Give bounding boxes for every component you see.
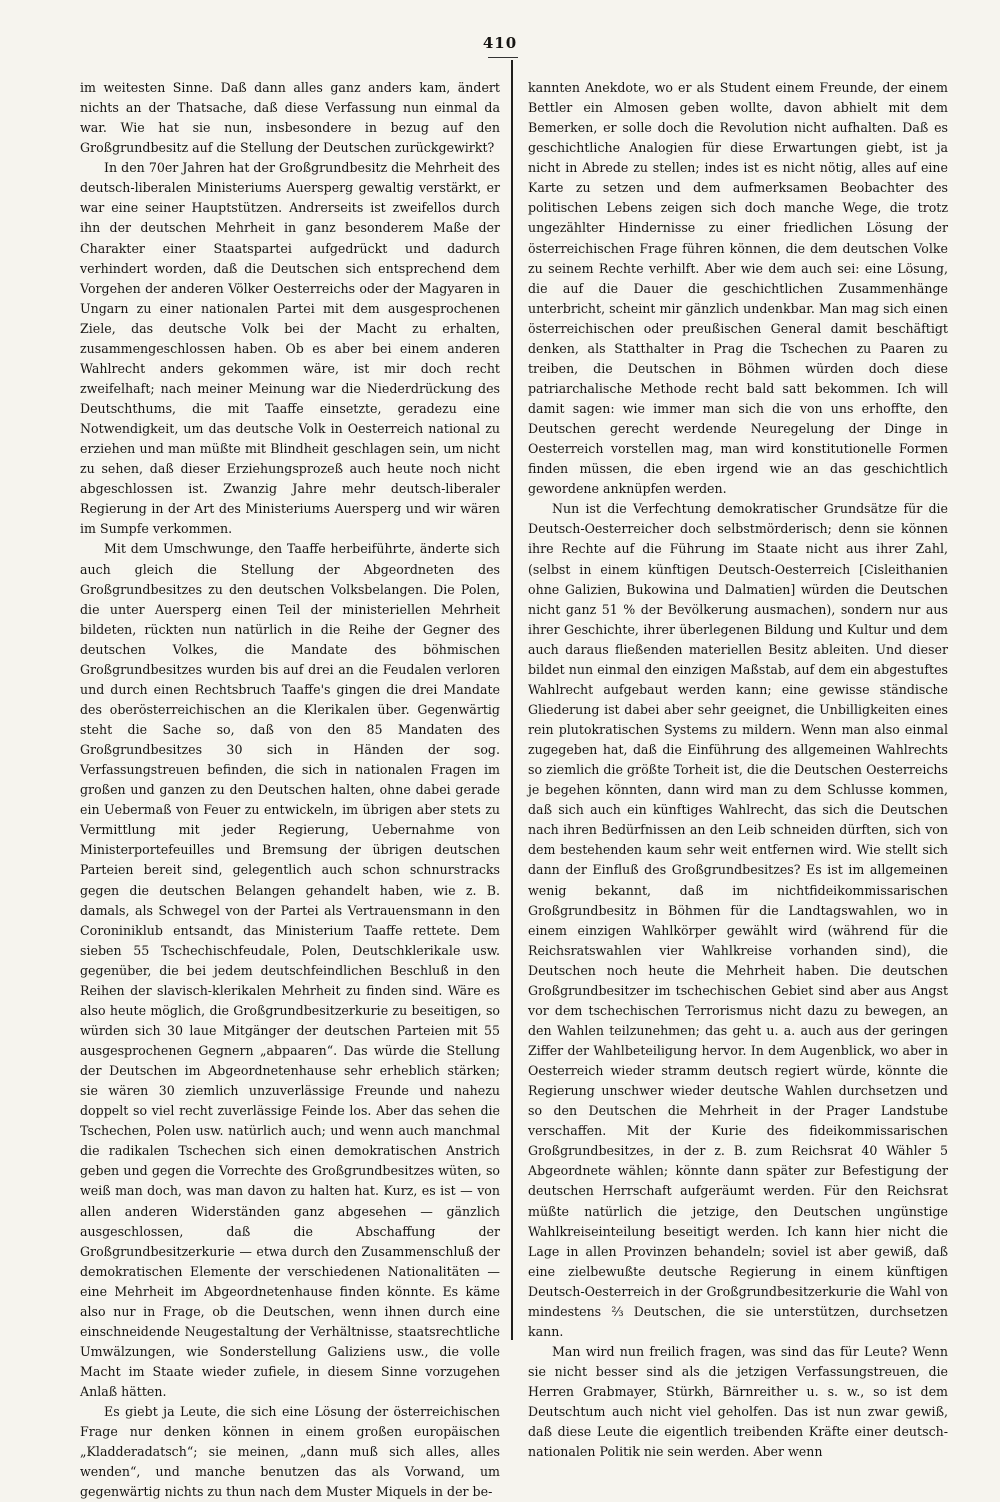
page-number-underline [488, 57, 518, 58]
paragraph: In den 70er Jahren hat der Großgrundbesitz die Mehrheit des deutsch-liberalen Ministeriums Auersperg gewaltig verstärkt, er war eine seiner Hauptstützen. Andrerseits ist zweifellos durch ihn der deutschen Mehrheit in ganz besonderem Maße der Charakter einer Staatspartei aufgedrückt und dadurch verhindert worden, daß die Deutschen sich entsprechend dem Vorgehen der anderen Völker Oesterreichs oder der Magyaren in Ungarn zu einer nationalen Partei mit dem ausgesprochenen Ziele, das deutsche Volk bei der Macht zu erhalten, zusammengeschlossen haben. Ob es aber bei einem anderen Wahlrecht anders gekommen wäre, ist mir doch recht zweifelhaft; nach meiner Meinung war die Niederdrückung des Deutschthums, die mit Taaffe einsetzte, geradezu eine Notwendigkeit, um das deutsche Volk in Oesterreich national zu erziehen und man müßte mit Blindheit geschlagen sein, um nicht zu sehen, daß dieser Erziehungsprozeß auch heute noch nicht abgeschlossen ist. Zwanzig Jahre mehr deutsch-liberaler Regierung in der Art des Ministeriums Auersperg und wir wären im Sumpfe verkommen. [80, 160, 500, 537]
paragraph: Man wird nun freilich fragen, was sind das für Leute? Wenn sie nicht besser sind als die jetzigen Verfassungstreuen, die Herren Grabmayer, Stürkh, Bärnreither u. s. w., so ist dem Deutschtum auch nicht viel geholfen. Das ist nun zwar gewiß, daß diese Leute die eigentlich treibenden Kräfte einer deutsch-nationalen Politik nie sein werden. Aber wenn [528, 1343, 948, 1460]
left-column [80, 78, 500, 1500]
paragraph: kannten Anekdote, wo er als Student einem Freunde, der einem Bettler ein Almosen geben wollte, davon abhielt mit dem Bemerken, er solle doch die Revolution nicht aufhalten. Daß es geschichtliche Analogien für diese Erwartungen giebt, ist ja nicht in Abrede zu stellen; indes ist es nicht nötig, alles auf eine Karte zu setzen und dem aufmerksamen Beobachter des politischen Lebens zeigen sich doch manche Wege, die trotz ungezählter Hindernisse zu einer friedlichen Lösung der österreichischen Frage führen können, die dem deutschen Volke zu seinem Rechte verhilft. Aber wie dem auch sei: eine Lösung, die auf die Dauer die geschichtlichen Zusammenhänge unterbricht, scheint mir gänzlich undenkbar. Man mag sich einen österreichischen oder preußischen General damit beschäftigt denken, als Statthalter in Prag die Tschechen zu Paaren zu treiben, die Deutschen in Böhmen würden doch diese patriarchalische Methode recht bald satt bekommen. Ich will damit sagen: wie immer man sich die von uns erhoffte, den Deutschen gerecht werdende Neuregelung der Dinge in Oesterreich vorstellen mag, man wird konstitutionelle Formen finden müssen, die eben irgend wie an das geschichtlich gewordene anknüpfen werden. [528, 80, 948, 497]
right-column [528, 78, 948, 1460]
paragraph: Nun ist die Verfechtung demokratischer Grundsätze für die Deutsch-Oesterreicher doch selbstmörderisch; denn sie können ihre Rechte auf die Führung im Staate nicht aus ihrer Zahl, (selbst in einem künftigen Deutsch-Oesterreich [Cisleithanien ohne Galizien, Bukowina und Dalmatien] würden die Deutschen nicht ganz 51 % der Bevölkerung ausmachen), sondern nur aus ihrer Geschichte, ihrer überlegenen Bildung und Kultur und dem auch daraus fließenden materiellen Besitz ableiten. Und dieser bildet nun einmal den einzigen Maßstab, auf dem ein abgestuftes Wahlrecht aufgebaut werden kann; eine gewisse ständische Gliederung ist dabei aber sehr geeignet, die Unbilligkeiten eines rein plutokratischen Systems zu mildern. Wenn man also einmal zugegeben hat, daß die Einführung des allgemeinen Wahlrechts so ziemlich die größte Torheit ist, die die Deutschen Oesterreichs je begehen könnten, dann wird man zu dem Schlusse kommen, daß sich auch ein künftiges Wahlrecht, das sich die Deutschen nach ihren Bedürfnissen an den Leib schneiden dürften, sich von dem bestehenden kaum sehr weit entfernen wird. Wie stellt sich dann der Einfluß des Großgrundbesitzes? Es ist im allgemeinen wenig bekannt, daß im nichtfideikommissarischen Großgrundbesitz in Böhmen für die Landtagswahlen, wo in einem einzigen Wahlkörper gewählt wird (während für die Reichsratswahlen vier Wahlkreise vorhanden sind), die Deutschen noch heute die Mehrheit haben. Die deutschen Großgrundbesitzer im tschechischen Gebiet sind aber aus Angst vor dem tschechischen Terrorismus nicht dazu zu bewegen, an den Wahlen teilzunehmen; das geht u. a. auch aus der geringen Ziffer der Wahlbeteiligung hervor. In dem Augenblick, wo aber in Oesterreich wieder stramm deutsch regiert würde, könnte die Regierung unschwer wieder deutsche Wahlen durchsetzen und so den Deutschen die Mehrheit in der Prager Landstube verschaffen. Mit der Kurie des fideikommissarischen Großgrundbesitzes, in der z. B. zum Reichsrat 40 Wähler 5 Abgeordnete wählen; könnte dann später zur Befestigung der deutschen Herrschaft aufgeräumt werden. Für den Reichsrat müßte natürlich die jetzige, den Deutschen ungünstige Wahlkreiseinteilung beseitigt werden. Ich kann hier nicht die Lage in allen Provinzen behandeln; soviel ist aber gewiß, daß eine zielbewußte deutsche Regierung in einem künftigen Deutsch-Oesterreich in der Großgrundbesitzerkurie die Wahl von mindestens ⅔ Deutschen, die sie unterstützen, durchsetzen kann. [528, 501, 948, 1339]
column-divider [511, 60, 513, 1340]
paragraph: Es giebt ja Leute, die sich eine Lösung der österreichischen Frage nur denken können in einem großen europäischen „Kladderadatsch“; sie meinen, „dann muß sich alles, alles wenden“, und manche benutzen das als Vorwand, um gegenwärtig nichts zu thun nach dem Muster Miquels in der be- [80, 1404, 500, 1500]
paragraph: im weitesten Sinne. Daß dann alles ganz anders kam, ändert nichts an der Thatsache, daß diese Verfassung nun einmal da war. Wie hat sie nun, insbesondere in bezug auf den Großgrundbesitz auf die Stellung der Deutschen zurückgewirkt? [80, 80, 500, 156]
page-number: 410 [482, 34, 518, 52]
paragraph: Mit dem Umschwunge, den Taaffe herbeiführte, änderte sich auch gleich die Stellung der Abgeordneten des Großgrundbesitzes zu den deutschen Volksbelangen. Die Polen, die unter Auersperg einen Teil der ministeriellen Mehrheit bildeten, rückten nun natürlich in die Reihe der Gegner des deutschen Volkes, die Mandate des böhmischen Großgrundbesitzes wurden bis auf drei an die Feudalen verloren und durch einen Rechtsbruch Taaffe's gingen die drei Mandate des oberösterreichischen an die Klerikalen über. Gegenwärtig steht die Sache so, daß von den 85 Mandaten des Großgrundbesitzes 30 sich in Händen der sog. Verfassungstreuen befinden, die sich in nationalen Fragen im großen und ganzen zu den Deutschen halten, ohne dabei gerade ein Uebermaß von Feuer zu entwickeln, im übrigen aber stets zu Vermittlung mit jeder Regierung, Uebernahme von Ministerportefeuilles und Bremsung der übrigen deutschen Parteien bereit sind, gelegentlich auch schon schnurstracks gegen die deutschen Belangen gehandelt haben, wie z. B. damals, als Schwegel von der Partei als Vertrauensmann in den Coroniniklub entsandt, das Ministerium Taaffe rettete. Dem sieben 55 Tschechischfeudale, Polen, Deutschklerikale usw. gegenüber, die bei jedem deutschfeindlichen Beschluß in den Reihen der slavisch-klerikalen Mehrheit zu finden sind. Wäre es also heute möglich, die Großgrundbesitzerkurie zu beseitigen, so würden sich 30 laue Mitgänger der deutschen Parteien mit 55 ausgesprochenen Gegnern „abpaaren“. Das würde die Stellung der Deutschen im Abgeordnetenhause sehr erheblich stärken; sie wären 30 ziemlich unzuverlässige Freunde und nahezu doppelt so viel recht zuverlässige Feinde los. Aber das sehen die Tschechen, Polen usw. natürlich auch; und wenn auch manchmal die radikalen Tschechen sich einen demokratischen Anstrich geben und gegen die Vorrechte des Großgrundbesitzes wüten, so weiß man doch, was man davon zu halten hat. Kurz, es ist — von allen anderen Widerständen ganz abgesehen — gänzlich ausgeschlossen, daß die Abschaffung der Großgrundbesitzerkurie — etwa durch den Zusammenschluß der demokratischen Elemente der verschiedenen Nationalitäten — eine Mehrheit im Abgeordnetenhause finden könnte. Es käme also nur in Frage, ob die Deutschen, wenn ihnen durch eine einschneidende Neugestaltung der Verhältnisse, staatsrechtliche Umwälzungen, wie Sonderstellung Galiziens usw., die volle Macht im Staate wieder zufiele, in diesem Sinne vorzugehen Anlaß hätten. [80, 541, 500, 1400]
